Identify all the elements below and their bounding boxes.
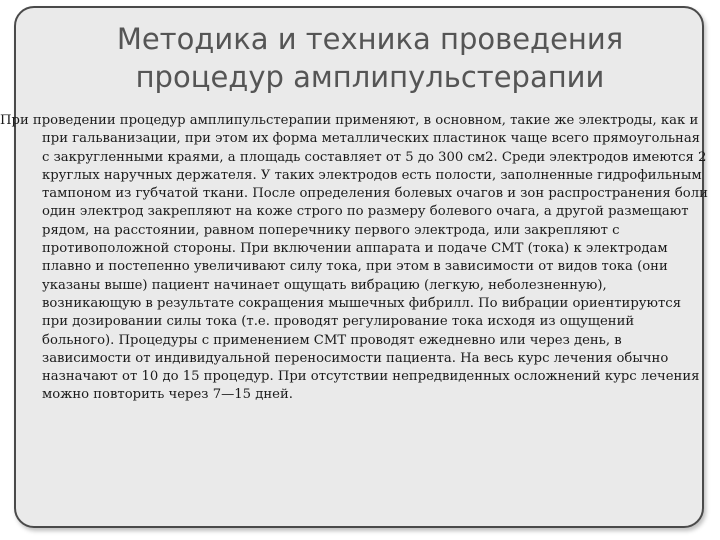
slide-title bbox=[40, 20, 700, 96]
slide-title-line-2: процедур амплипульстерапии bbox=[135, 60, 605, 94]
body-paragraph: При проведении процедур амплипульстерапии применяют, в основном, такие же электроды, как и при гальванизации, при этом их форма металлических пластинок чаще всего прямоугольная с закругленными краями, а площадь составляет от 5 до 300 см2. Среди электродов имеются 2 круглых наручных держателя. У таких электродов есть полости, заполненные гидрофильным тампоном из губчатой ткани. После определения болевых очагов и зон распространения боли один электрод закрепляют на коже строго по размеру болевого очага, а другой размещают рядом, на расстоянии, равном поперечнику первого электрода, или закрепляют с противоположной стороны. При включении аппарата и подаче СМТ (тока) к электродам плавно и постепенно увеличивают силу тока, при этом в зависимости от видов тока (они указаны выше) пациент начинает ощущать вибрацию (легкую, неболезненную), возникающую в результате сокращения мышечных фибрилл. По вибрации ориентируются при дозировании силы тока (т.е. проводят регулирование тока исходя из ощущений больного). Процедуры с применением СМТ проводят ежедневно или через день, в зависимости от индивидуальной переносимости пациента. На весь курс лечения обычно назначают от 10 до 15 процедур. При отсутствии непредвиденных осложнений курс лечения можно повторить через 7—15 дней. bbox=[0, 113, 708, 403]
slide-body bbox=[0, 112, 708, 405]
slide-title-line-1: Методика и техника проведения bbox=[116, 22, 624, 56]
